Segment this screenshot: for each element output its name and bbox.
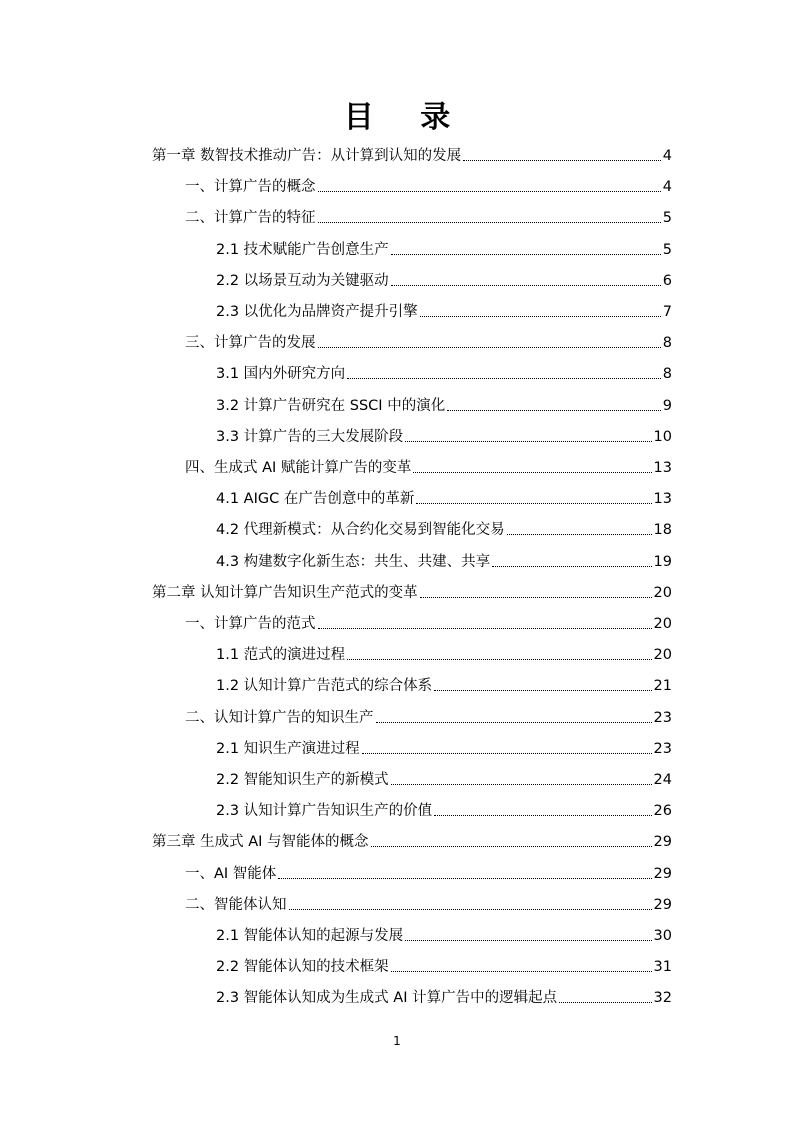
dot-leader [507,520,652,540]
toc-entry[interactable] [216,360,672,384]
dot-leader [492,552,651,572]
toc-entry-label: 第二章 认知计算广告知识生产范式的变革 [152,584,418,601]
dot-leader [420,583,652,603]
toc-entry-label: 2.3 认知计算广告知识生产的价值 [216,803,433,820]
toc-entry-label: 一、AI 智能体 [185,865,277,882]
toc-entry-label: 一、计算广告的概念 [185,179,316,196]
toc-entry-label: 3.2 计算广告研究在 SSCI 中的演化 [216,397,446,414]
dot-leader [559,988,651,1008]
toc-entry-label: 2.1 智能体认知的起源与发展 [216,928,404,944]
dot-leader [347,364,661,384]
toc-entry-page: 32 [653,990,672,1007]
toc-entry-label: 4.2 代理新模式：从合约化交易到智能化交易 [216,522,505,539]
toc-entry[interactable] [185,173,672,197]
toc-entry-page: 13 [653,460,672,476]
toc-entry-page: 21 [653,678,672,695]
toc-entry[interactable] [185,329,672,353]
toc-entry[interactable] [185,891,672,915]
toc-entry[interactable] [152,142,672,166]
toc-entry[interactable] [185,454,672,478]
dot-leader [463,146,661,166]
toc-entry-page: 8 [662,366,672,383]
dot-leader [391,770,652,790]
toc-entry-label: 3.3 计算广告的三大发展阶段 [216,428,404,445]
toc-entry-label: 2.2 智能知识生产的新模式 [216,772,389,788]
toc-entry-label: 二、智能体认知 [185,896,287,913]
dot-leader [371,832,652,852]
toc-entry-label: 2.2 智能体认知的技术框架 [216,959,389,976]
toc-entry-label: 第一章 数智技术推动广告：从计算到认知的发展 [152,148,462,164]
toc-entry-label: 四、生成式 AI 赋能计算广告的变革 [185,460,412,476]
toc-entry-page: 5 [662,241,672,258]
toc-entry-label: 2.1 技术赋能广告创意生产 [216,241,389,258]
toc-entry[interactable] [216,236,672,260]
toc-entry-page: 5 [662,210,672,227]
dot-leader [376,708,652,728]
toc-entry[interactable] [216,984,672,1008]
dot-leader [405,926,651,946]
dot-leader [420,302,661,322]
toc-entry[interactable] [185,860,672,884]
page-title: 目 录 [343,100,469,135]
toc-entry-page: 23 [653,740,672,757]
toc-entry[interactable] [216,953,672,977]
toc-entry-label: 1.1 范式的演进过程 [216,647,346,664]
toc-entry-label: 2.2 以场景互动为关键驱动 [216,272,389,289]
toc-entry[interactable] [152,828,672,852]
dot-leader [289,895,652,915]
toc-entry[interactable] [216,641,672,665]
dot-leader [391,957,652,977]
toc-entry-label: 3.1 国内外研究方向 [216,366,346,383]
toc-entry[interactable] [185,204,672,228]
dot-leader [347,645,651,665]
dot-leader [318,177,661,197]
toc-entry-page: 29 [653,896,672,913]
toc-entry-page: 31 [653,959,672,976]
toc-entry[interactable] [185,704,672,728]
toc-entry[interactable] [216,548,672,572]
toc-entry-label: 2.3 智能体认知成为生成式 AI 计算广告中的逻辑起点 [216,990,558,1007]
toc-entry[interactable] [216,485,672,509]
toc-entry[interactable] [216,516,672,540]
toc-entry-label: 二、认知计算广告的知识生产 [185,709,374,726]
toc-entry-page: 20 [653,584,672,601]
toc-entry-label: 第三章 生成式 AI 与智能体的概念 [152,834,369,851]
toc-entry-page: 24 [653,772,672,788]
toc-entry-page: 20 [653,616,672,632]
toc-entry[interactable] [216,672,672,696]
toc-entry-page: 30 [653,928,672,944]
toc-entry[interactable] [216,267,672,291]
toc-entry-page: 10 [653,428,672,445]
dot-leader [318,333,661,353]
dot-leader [318,614,652,634]
toc-entry-page: 18 [653,522,672,539]
dot-leader [362,739,652,759]
dot-leader [434,676,651,696]
dot-leader [405,427,651,447]
toc-entry-page: 19 [653,553,672,570]
toc-entry-page: 23 [653,709,672,726]
toc-entry-page: 8 [662,335,672,352]
toc-entry-page: 26 [653,803,672,820]
toc-entry[interactable] [216,423,672,447]
toc-entry-label: 2.3 以优化为品牌资产提升引擎 [216,304,418,320]
dot-leader [318,208,661,228]
toc-entry-page: 4 [662,179,672,196]
toc-entry-label: 一、计算广告的范式 [185,616,316,632]
toc-entry-label: 2.1 知识生产演进过程 [216,740,360,757]
toc-entry-page: 7 [662,304,672,320]
toc-entry-page: 4 [662,148,672,164]
toc-entry-page: 20 [653,647,672,664]
dot-leader [447,396,661,416]
toc-entry-page: 29 [653,834,672,851]
dot-leader [434,801,651,821]
toc-entry-label: 三、计算广告的发展 [185,335,316,352]
toc-entry[interactable] [216,922,672,946]
toc-entry-page: 13 [653,491,672,508]
toc-entry[interactable] [216,298,672,322]
page-number: 1 [393,1034,401,1048]
dot-leader [416,489,651,509]
toc-entry-page: 9 [662,397,672,414]
toc-entry[interactable] [216,735,672,759]
toc-entry-label: 二、计算广告的特征 [185,210,316,227]
dot-leader [278,864,651,884]
toc-entry[interactable] [152,579,672,603]
toc-entry[interactable] [216,392,672,416]
toc-entry-page: 29 [653,865,672,882]
toc-entry-label: 4.3 构建数字化新生态：共生、共建、共享 [216,553,491,570]
dot-leader [391,271,661,291]
toc-entry[interactable] [185,610,672,634]
toc-entry-label: 1.2 认知计算广告范式的综合体系 [216,678,433,695]
toc-entry[interactable] [216,766,672,790]
dot-leader [413,458,651,478]
dot-leader [391,240,661,260]
toc-entry-page: 6 [662,272,672,289]
toc-entry-label: 4.1 AIGC 在广告创意中的革新 [216,491,415,508]
toc-entry[interactable] [216,797,672,821]
